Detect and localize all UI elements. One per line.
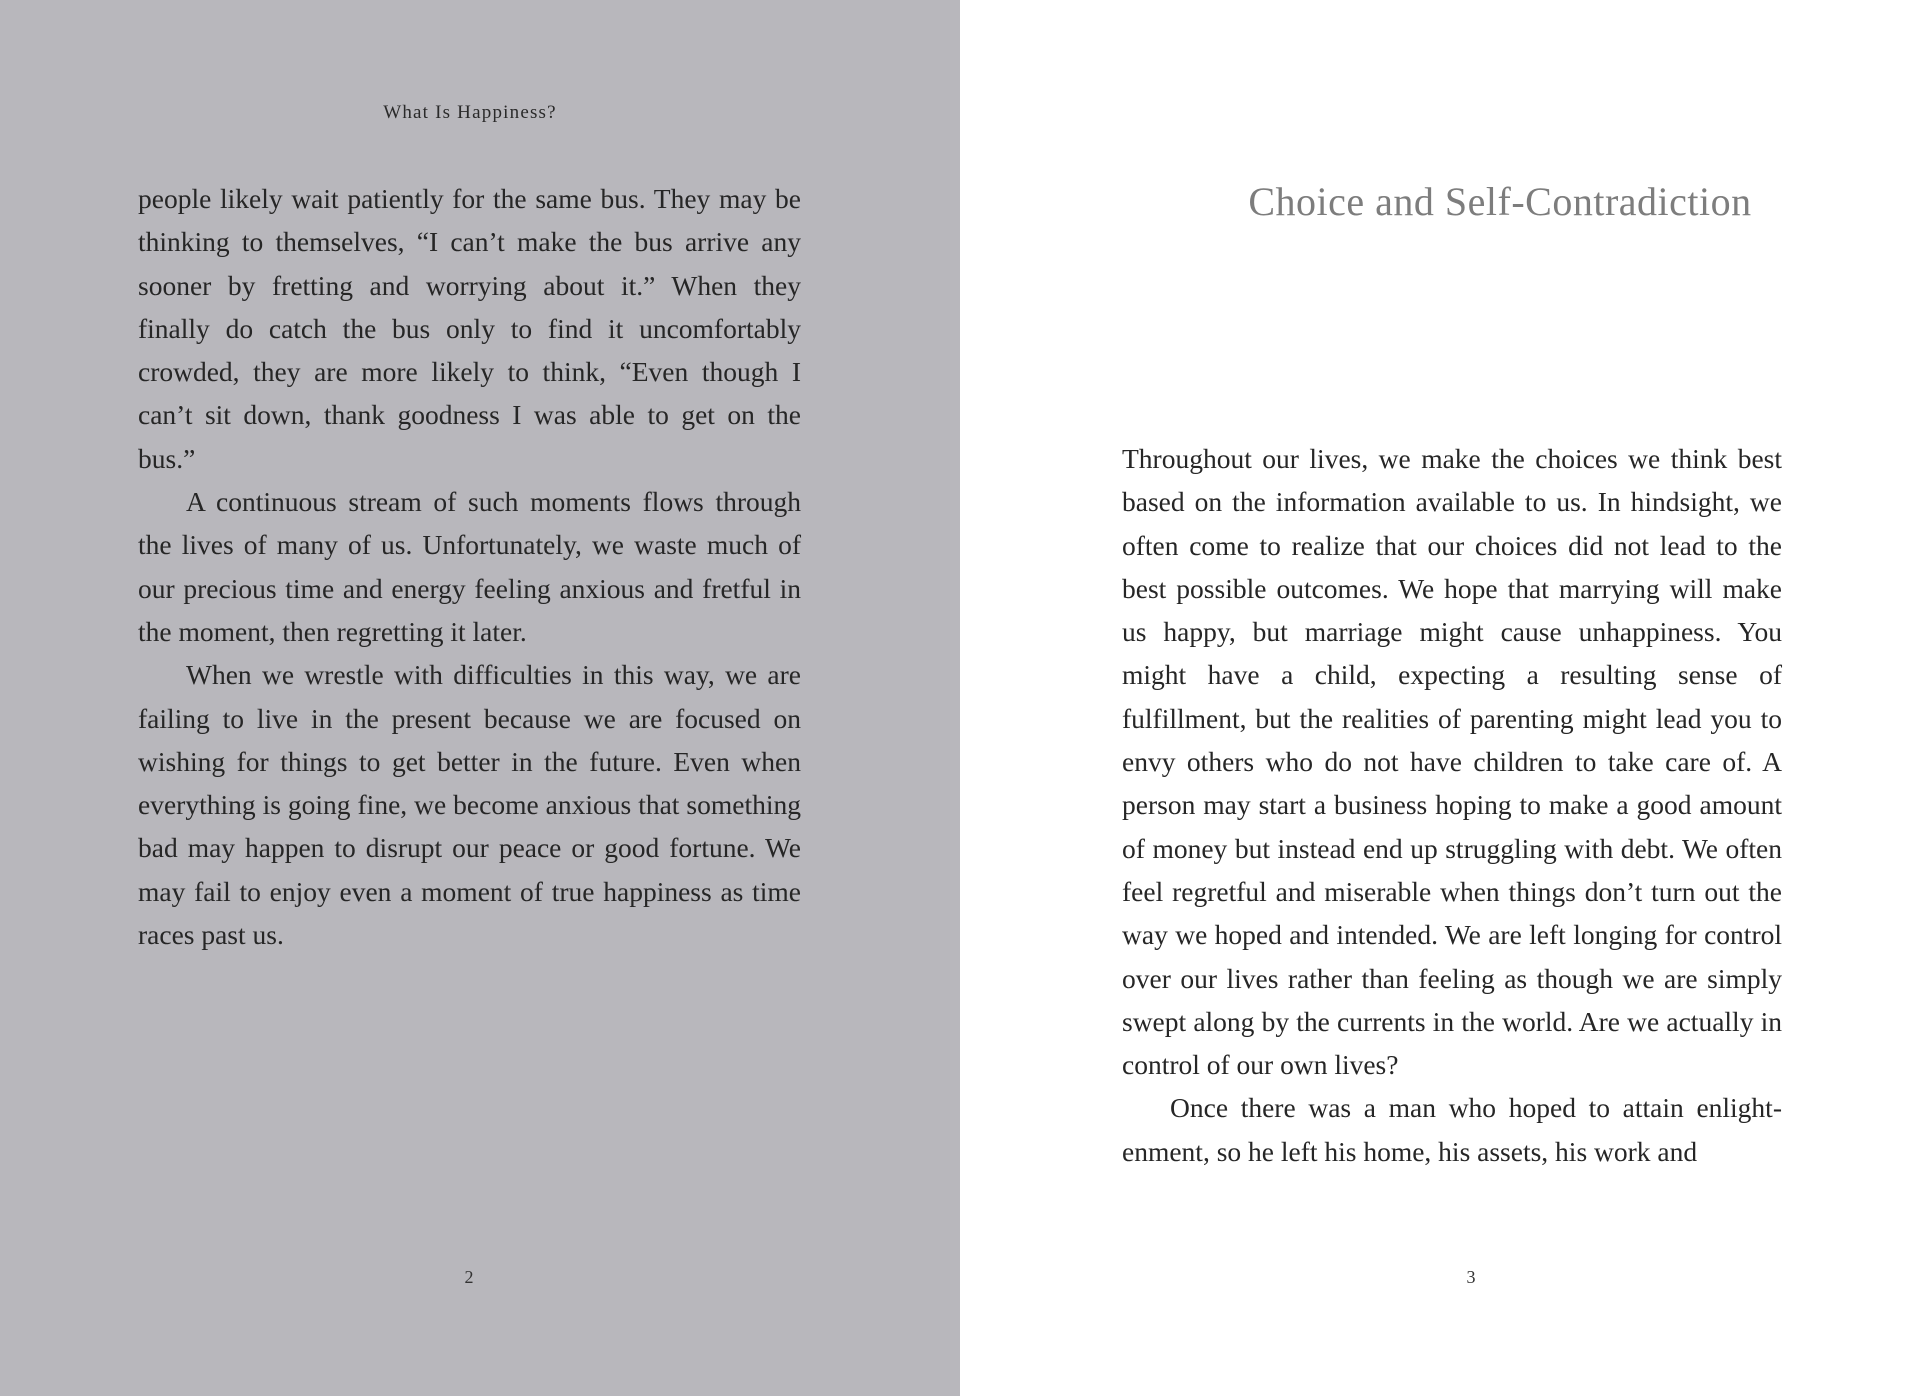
- paragraph: A continuous stream of such moments flows through the lives of many of us. Unfortunately, we waste much of our precious time and energy feeling anxious and fretful in the moment, then regretting it later.: [138, 486, 801, 647]
- right-page-body: [1122, 437, 1782, 1173]
- page-number: 3: [1466, 1267, 1476, 1287]
- left-page-body: [138, 177, 801, 956]
- right-page: [960, 0, 1921, 1396]
- paragraph: people likely wait patiently for the same bus. They may be thinking to themselves, “I can’t make the bus arrive any sooner by fretting and worrying about it.” When they finally do catch the bus only to find it uncomfortably crowded, they are more likely to think, “Even though I can’t sit down, thank goodness I was able to get on the bus.”: [138, 183, 801, 474]
- page-number: 2: [464, 1267, 474, 1287]
- left-page: [0, 0, 960, 1396]
- paragraph: Throughout our lives, we make the choices we think best based on the information available to us. In hindsight, we often come to realize that our choices did not lead to the best possible outcomes. We hope that marrying will make us happy, but marriage might cause unhappiness. You might have a child, expecting a resulting sense of fulfillment, but the realities of parenting might lead you to envy others who do not have children to take care of. A person may start a business hoping to make a good amount of money but instead end up struggling with debt. We often feel regretful and miserable when things don’t turn out the way we hoped and intended. We are left longing for control over our lives rather than feeling as though we are simply swept along by the currents in the world. Are we actually in control of our own lives?: [1122, 443, 1782, 1081]
- paragraph: When we wrestle with difficulties in this way, we are failing to live in the present because we are focused on wishing for things to get better in the future. Even when everything is going fine, we become anxious that something bad may happen to disrupt our peace or good fortune. We may fail to enjoy even a moment of true happiness as time races past us.: [138, 659, 801, 951]
- running-head: What Is Happiness?: [383, 102, 557, 123]
- chapter-title: Choice and Self-Contradiction: [1248, 179, 1752, 224]
- paragraph: Once there was a man who hoped to attain enlightenment, so he left his home, his assets, his work and: [1122, 1092, 1782, 1167]
